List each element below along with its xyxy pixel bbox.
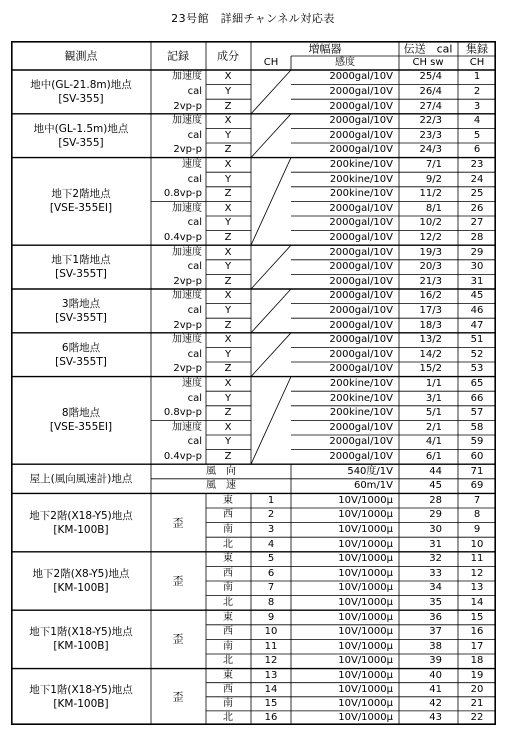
sensitivity-value: 200kine/10V	[329, 407, 393, 419]
component-axis: Z	[224, 319, 232, 331]
collection-ch-value: 9	[473, 523, 481, 535]
collection-ch-value: 2	[473, 85, 481, 97]
component-axis: Z	[224, 407, 232, 419]
header-transmission: 伝送 cal	[403, 42, 453, 55]
ch-sw-value: 22/3	[419, 115, 442, 127]
direction-label: 東	[223, 553, 233, 565]
ch-sw-value: 13/2	[419, 334, 442, 346]
amp-ch-value: 3	[267, 523, 275, 535]
ch-sw-value: 1/1	[425, 377, 442, 389]
record-type: 0.8vp-p	[163, 407, 202, 419]
location-name: 8階地点 [VSE-355EI]	[49, 407, 113, 434]
sensitivity-value: 200kine/10V	[329, 392, 393, 404]
sensitivity-value: 2000gal/10V	[329, 246, 393, 258]
location-name: 地下2階(X8-Y5)地点 [KM-100B]	[32, 568, 130, 594]
direction-label: 西	[223, 626, 233, 638]
ch-sw-value: 29	[429, 509, 442, 521]
ch-sw-value: 33	[429, 567, 442, 579]
record-type: 0.4vp-p	[163, 231, 202, 243]
sensitivity-value: 540度/1V	[347, 465, 393, 477]
sensitivity-value: 200kine/10V	[329, 188, 393, 200]
amp-ch-value: 15	[264, 697, 278, 709]
component-axis: Y	[224, 261, 232, 273]
record-type: 加速度	[172, 71, 202, 83]
collection-ch-value: 45	[470, 290, 484, 302]
record-type: 2vp-p	[173, 100, 202, 112]
ch-sw-value: 21/3	[419, 275, 442, 287]
collection-ch-value: 11	[470, 553, 484, 565]
sensitivity-value: 10V/1000μ	[338, 553, 393, 565]
sensitivity-value: 2000gal/10V	[329, 144, 393, 156]
ch-sw-value: 4/1	[425, 436, 442, 448]
record-type: cal	[187, 173, 202, 185]
sensitivity-value: 2000gal/10V	[329, 275, 393, 287]
collection-ch-value: 25	[470, 188, 484, 200]
collection-ch-value: 57	[470, 407, 484, 419]
page-title: 23号館 詳細チャンネル対応表	[171, 12, 335, 25]
amp-ch-value: 4	[267, 538, 275, 550]
component-axis: X	[224, 290, 232, 302]
collection-ch-value: 47	[470, 319, 484, 331]
ch-sw-value: 25/4	[419, 71, 442, 83]
amp-ch-value: 16	[264, 711, 278, 723]
ch-sw-value: 36	[429, 611, 442, 623]
sensitivity-value: 2000gal/10V	[329, 436, 393, 448]
ch-sw-value: 5/1	[425, 407, 442, 419]
sensitivity-value: 200kine/10V	[329, 173, 393, 185]
ch-sw-value: 37	[429, 626, 442, 638]
record-type: cal	[187, 392, 202, 404]
ch-sw-value: 45	[429, 480, 442, 492]
record-type: 0.8vp-p	[163, 188, 202, 200]
sensitivity-value: 10V/1000μ	[338, 626, 393, 638]
record-type: cal	[187, 217, 202, 229]
amp-ch-value: 14	[264, 683, 278, 695]
header-record: 記録	[167, 49, 189, 62]
collection-ch-value: 28	[470, 231, 484, 243]
sensitivity-value: 10V/1000μ	[338, 494, 393, 506]
collection-ch-value: 53	[470, 363, 484, 375]
ch-sw-value: 19/3	[419, 246, 442, 258]
sensitivity-value: 10V/1000μ	[338, 711, 393, 723]
component-axis: Y	[224, 129, 232, 141]
component-axis: Y	[224, 392, 232, 404]
record-type: cal	[187, 129, 202, 141]
record-type: 加速度	[172, 246, 202, 258]
amp-ch-value: 8	[267, 596, 275, 608]
component-axis: X	[224, 421, 232, 433]
sensitivity-value: 10V/1000μ	[338, 611, 393, 623]
ch-sw-value: 34	[429, 582, 442, 594]
sensitivity-value: 2000gal/10V	[329, 231, 393, 243]
collection-ch-value: 15	[470, 611, 484, 623]
amp-ch-value: 10	[264, 626, 278, 638]
location-name: 地下2階地点 [VSE-355EI]	[49, 188, 113, 215]
sensitivity-value: 200kine/10V	[329, 377, 393, 389]
sensitivity-value: 2000gal/10V	[329, 217, 393, 229]
record-type: 2vp-p	[173, 363, 202, 375]
direction-label: 南	[223, 523, 233, 535]
collection-ch-value: 17	[470, 640, 484, 652]
location-name: 6階地点 [SV-355T]	[55, 341, 107, 368]
collection-ch-value: 23	[470, 158, 484, 170]
header-ch-sw: CH sw	[412, 57, 444, 68]
amp-ch-value: 13	[264, 669, 278, 681]
amp-ch-value: 7	[267, 582, 275, 594]
component-axis: Z	[224, 231, 232, 243]
direction-label: 東	[223, 494, 233, 506]
sensitivity-value: 10V/1000μ	[338, 523, 393, 535]
collection-ch-value: 51	[470, 334, 484, 346]
component-axis: Y	[224, 348, 232, 360]
sensitivity-value: 2000gal/10V	[329, 85, 393, 97]
component-axis: X	[224, 202, 232, 214]
record-type: 0.4vp-p	[163, 450, 202, 462]
component-axis: Z	[224, 450, 232, 462]
component-axis: X	[224, 158, 232, 170]
collection-ch-value: 21	[470, 697, 484, 709]
ch-sw-value: 31	[429, 538, 442, 550]
ch-sw-value: 35	[429, 596, 442, 608]
wind-label: 風 向	[206, 465, 236, 477]
amp-ch-value: 9	[267, 611, 275, 623]
ch-sw-value: 18/3	[419, 319, 442, 331]
ch-sw-value: 17/3	[419, 304, 442, 316]
sensitivity-value: 60m/1V	[353, 480, 393, 492]
collection-ch-value: 8	[473, 509, 481, 521]
component-axis: Z	[224, 275, 232, 287]
component-axis: Z	[224, 188, 232, 200]
wind-label: 風 速	[206, 480, 236, 492]
collection-ch-value: 4	[473, 115, 481, 127]
record-type: cal	[187, 85, 202, 97]
collection-ch-value: 16	[470, 626, 484, 638]
record-type: 速度	[182, 158, 202, 170]
direction-label: 北	[223, 596, 233, 608]
collection-ch-value: 19	[470, 669, 484, 681]
location-name: 地中(GL-21.8m)地点 [SV-355]	[30, 78, 132, 105]
collection-ch-value: 27	[470, 217, 484, 229]
ch-sw-value: 12/2	[419, 231, 442, 243]
component-axis: Y	[224, 304, 232, 316]
collection-ch-value: 1	[473, 71, 481, 83]
sensitivity-value: 10V/1000μ	[338, 683, 393, 695]
collection-ch-value: 59	[470, 436, 484, 448]
amp-ch-value: 1	[267, 494, 275, 506]
collection-ch-value: 10	[470, 538, 484, 550]
channel-table	[11, 41, 496, 725]
sensitivity-value: 2000gal/10V	[329, 421, 393, 433]
component-axis: X	[224, 334, 232, 346]
collection-ch-value: 71	[470, 465, 484, 477]
ch-sw-value: 38	[429, 640, 442, 652]
collection-ch-value: 29	[470, 246, 484, 258]
direction-label: 南	[223, 697, 233, 709]
collection-ch-value: 13	[470, 582, 484, 594]
collection-ch-value: 66	[470, 392, 484, 404]
record-type: 加速度	[172, 115, 202, 127]
record-type: 速度	[182, 377, 202, 389]
sensitivity-value: 10V/1000μ	[338, 669, 393, 681]
ch-sw-value: 16/2	[419, 290, 442, 302]
ch-sw-value: 42	[429, 697, 442, 709]
sensitivity-value: 2000gal/10V	[329, 202, 393, 214]
sensitivity-value: 200kine/10V	[329, 158, 393, 170]
sensitivity-value: 10V/1000μ	[338, 567, 393, 579]
amp-ch-value: 2	[267, 509, 275, 521]
record-type: 2vp-p	[173, 275, 202, 287]
location-name: 3階地点 [SV-355T]	[55, 297, 107, 324]
header-amp-ch: CH	[263, 57, 279, 68]
collection-ch-value: 65	[470, 377, 484, 389]
ch-sw-value: 26/4	[419, 85, 442, 97]
collection-ch-value: 7	[473, 494, 481, 506]
collection-ch-value: 24	[470, 173, 484, 185]
location-name: 地下1階(X18-Y5)地点 [KM-100B]	[29, 626, 133, 653]
ch-sw-value: 41	[429, 683, 442, 695]
amp-ch-value: 11	[264, 640, 278, 652]
component-axis: X	[224, 377, 232, 389]
ch-sw-value: 44	[429, 465, 442, 477]
sensitivity-value: 2000gal/10V	[329, 450, 393, 462]
direction-label: 南	[223, 582, 233, 594]
sensitivity-value: 2000gal/10V	[329, 261, 393, 273]
header-component: 成分	[217, 49, 239, 62]
ch-sw-value: 23/3	[419, 129, 442, 141]
record-type: cal	[187, 261, 202, 273]
header-amplifier: 増幅器	[308, 42, 342, 55]
collection-ch-value: 30	[470, 261, 484, 273]
sensitivity-value: 10V/1000μ	[338, 655, 393, 667]
collection-ch-value: 3	[473, 100, 481, 112]
ch-sw-value: 10/2	[419, 217, 442, 229]
component-axis: Y	[224, 173, 232, 185]
record-type: 加速度	[172, 334, 202, 346]
ch-sw-value: 7/1	[425, 158, 442, 170]
component-axis: Y	[224, 85, 232, 97]
sensitivity-value: 2000gal/10V	[329, 100, 393, 112]
direction-label: 西	[223, 509, 233, 521]
sensitivity-value: 2000gal/10V	[329, 363, 393, 375]
component-axis: Z	[224, 144, 232, 156]
component-axis: X	[224, 115, 232, 127]
header-location: 観測点	[64, 49, 98, 62]
ch-sw-value: 15/2	[419, 363, 442, 375]
direction-label: 北	[223, 711, 233, 723]
strain-record: 歪	[172, 516, 184, 530]
collection-ch-value: 31	[470, 275, 484, 287]
strain-record: 歪	[172, 632, 184, 646]
sensitivity-value: 2000gal/10V	[329, 348, 393, 360]
ch-sw-value: 28	[429, 494, 442, 506]
header-collection: 集録	[466, 42, 488, 55]
direction-label: 東	[223, 669, 233, 681]
direction-label: 北	[223, 538, 233, 550]
sensitivity-value: 2000gal/10V	[329, 115, 393, 127]
collection-ch-value: 22	[470, 711, 484, 723]
strain-record: 歪	[172, 690, 184, 704]
location-name: 地下1階(X18-Y5)地点 [KM-100B]	[29, 683, 133, 710]
collection-ch-value: 12	[470, 567, 484, 579]
direction-label: 北	[223, 655, 233, 667]
location-name: 地中(GL-1.5m)地点 [SV-355]	[33, 122, 129, 149]
component-axis: Z	[224, 100, 232, 112]
sensitivity-value: 10V/1000μ	[338, 538, 393, 550]
collection-ch-value: 5	[473, 129, 481, 141]
amp-ch-value: 12	[264, 655, 278, 667]
ch-sw-value: 2/1	[425, 421, 442, 433]
amp-ch-value: 6	[267, 567, 275, 579]
collection-ch-value: 6	[473, 144, 481, 156]
record-type: 加速度	[172, 202, 202, 214]
sensitivity-value: 2000gal/10V	[329, 304, 393, 316]
sensitivity-value: 10V/1000μ	[338, 697, 393, 709]
component-axis: Z	[224, 363, 232, 375]
sensitivity-value: 2000gal/10V	[329, 71, 393, 83]
collection-ch-value: 14	[470, 596, 484, 608]
ch-sw-value: 8/1	[425, 202, 442, 214]
ch-sw-value: 32	[429, 553, 442, 565]
ch-sw-value: 27/4	[419, 100, 442, 112]
direction-label: 東	[223, 611, 233, 623]
record-type: cal	[187, 348, 202, 360]
collection-ch-value: 18	[470, 655, 484, 667]
sensitivity-value: 2000gal/10V	[329, 334, 393, 346]
ch-sw-value: 11/2	[419, 188, 442, 200]
sensitivity-value: 2000gal/10V	[329, 319, 393, 331]
direction-label: 西	[223, 683, 233, 695]
record-type: 加速度	[172, 421, 202, 433]
record-type: 2vp-p	[173, 144, 202, 156]
sensitivity-value: 10V/1000μ	[338, 582, 393, 594]
sensitivity-value: 10V/1000μ	[338, 509, 393, 521]
sensitivity-value: 2000gal/10V	[329, 290, 393, 302]
table-cells	[11, 41, 496, 725]
sensitivity-value: 10V/1000μ	[338, 640, 393, 652]
record-type: cal	[187, 436, 202, 448]
amp-ch-value: 5	[267, 553, 275, 565]
ch-sw-value: 24/3	[419, 144, 442, 156]
component-axis: Y	[224, 217, 232, 229]
direction-label: 西	[223, 567, 233, 579]
collection-ch-value: 69	[470, 480, 484, 492]
ch-sw-value: 3/1	[425, 392, 442, 404]
header-sensitivity: 感度	[335, 57, 355, 68]
collection-ch-value: 60	[470, 450, 484, 462]
record-type: cal	[187, 304, 202, 316]
component-axis: X	[224, 71, 232, 83]
collection-ch-value: 20	[470, 683, 484, 695]
collection-ch-value: 26	[470, 202, 484, 214]
component-axis: Y	[224, 436, 232, 448]
ch-sw-value: 6/1	[425, 450, 442, 462]
collection-ch-value: 58	[470, 421, 484, 433]
ch-sw-value: 30	[429, 523, 442, 535]
component-axis: X	[224, 246, 232, 258]
location-name: 地下1階地点 [SV-355T]	[51, 254, 111, 281]
location-name: 屋上(風向風速計)地点	[29, 472, 133, 485]
ch-sw-value: 9/2	[425, 173, 442, 185]
sensitivity-value: 10V/1000μ	[338, 596, 393, 608]
collection-ch-value: 46	[470, 304, 484, 316]
collection-ch-value: 52	[470, 348, 484, 360]
strain-record: 歪	[172, 574, 184, 588]
location-name: 地下2階(X18-Y5)地点 [KM-100B]	[29, 509, 133, 536]
ch-sw-value: 20/3	[419, 261, 442, 273]
ch-sw-value: 39	[429, 655, 442, 667]
sensitivity-value: 2000gal/10V	[329, 129, 393, 141]
header-collection-ch: CH	[469, 57, 485, 68]
ch-sw-value: 40	[429, 669, 442, 681]
record-type: 2vp-p	[173, 319, 202, 331]
direction-label: 南	[223, 640, 233, 652]
ch-sw-value: 43	[429, 711, 442, 723]
record-type: 加速度	[172, 290, 202, 302]
ch-sw-value: 14/2	[419, 348, 442, 360]
